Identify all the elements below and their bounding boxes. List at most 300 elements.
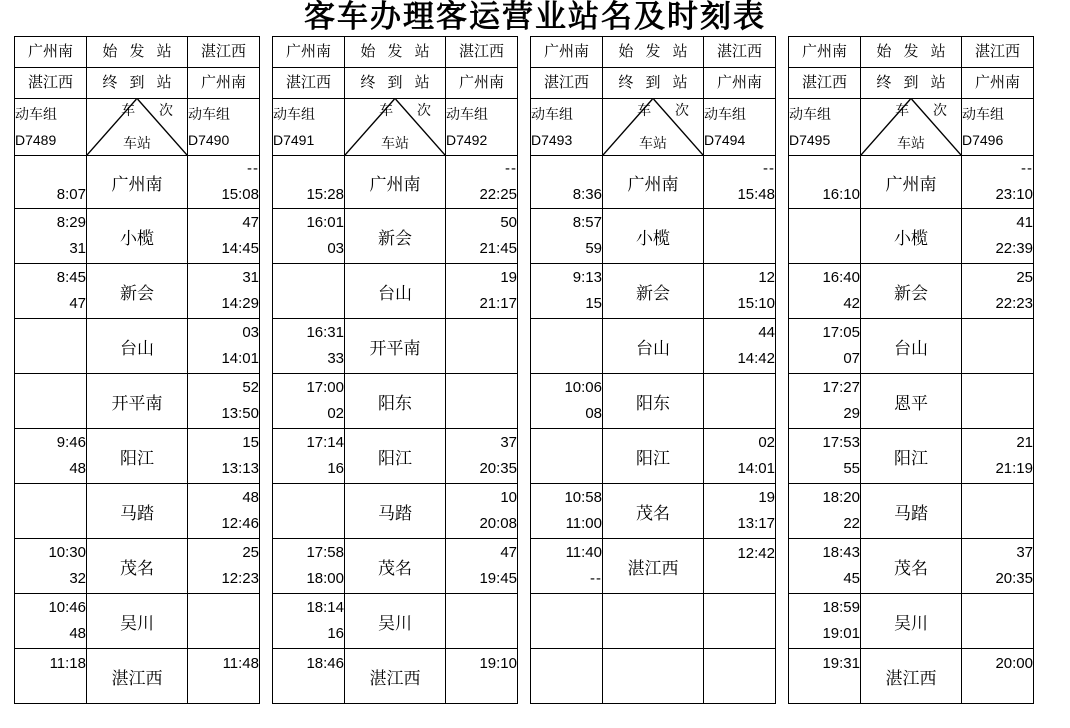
train-station-diagonal-header xyxy=(603,99,704,156)
header-row-train-no xyxy=(789,99,1034,156)
time-right-line2: 14:42 xyxy=(737,350,775,367)
station-name: 茂名 xyxy=(861,539,962,594)
train-left-header xyxy=(273,99,345,156)
table-row xyxy=(15,649,260,704)
train-station-diagonal-header xyxy=(345,99,446,156)
time-left-line1 xyxy=(15,321,86,346)
emu-label-right: 动车组 xyxy=(962,106,1004,122)
time-left-line2 xyxy=(273,291,344,316)
table-row xyxy=(273,374,518,429)
time-right-line2 xyxy=(446,621,517,646)
end-station-right: 广州南 xyxy=(704,68,776,99)
time-left xyxy=(15,429,87,484)
table-row xyxy=(789,649,1034,704)
station-name: 广州南 xyxy=(861,156,962,209)
time-left-line2: 59 xyxy=(585,240,602,257)
time-left-line1 xyxy=(273,157,344,182)
time-left xyxy=(531,649,603,704)
time-right-line1 xyxy=(446,596,517,621)
time-left xyxy=(15,264,87,319)
table-row xyxy=(15,319,260,374)
table-row xyxy=(531,264,776,319)
time-left xyxy=(531,484,603,539)
time-left xyxy=(15,319,87,374)
train-no-label: 车 次 xyxy=(379,102,441,118)
time-left-line1 xyxy=(15,486,86,511)
train-number-right: D7490 xyxy=(188,132,230,148)
train-left-header xyxy=(531,99,603,156)
end-station-label: 终 到 站 xyxy=(603,68,704,99)
time-right-line2: 14:01 xyxy=(737,460,775,477)
time-left xyxy=(273,319,345,374)
time-right xyxy=(446,319,518,374)
table-row xyxy=(273,264,518,319)
time-left xyxy=(789,484,861,539)
start-station-label: 始 发 站 xyxy=(345,37,446,68)
table-row xyxy=(273,484,518,539)
train-number-left: D7495 xyxy=(789,132,831,148)
time-right xyxy=(962,374,1034,429)
start-station-left: 广州南 xyxy=(15,37,87,68)
time-right-line2 xyxy=(188,677,259,702)
station-name: 新会 xyxy=(87,264,188,319)
time-right-line2: 19:45 xyxy=(479,570,517,587)
time-left-line2 xyxy=(15,401,86,426)
station-name: 阳江 xyxy=(603,429,704,484)
table-row xyxy=(789,319,1034,374)
time-left-line1 xyxy=(789,157,860,182)
time-right xyxy=(446,429,518,484)
table-row xyxy=(789,539,1034,594)
time-left-line2: 08 xyxy=(585,405,602,422)
time-right-line2: 23:10 xyxy=(995,186,1033,203)
time-right-line2: 20:35 xyxy=(479,460,517,477)
emu-label-right: 动车组 xyxy=(446,106,488,122)
time-right-line1: 44 xyxy=(758,324,775,341)
time-left xyxy=(789,429,861,484)
station-name: 吴川 xyxy=(861,594,962,649)
time-left xyxy=(273,649,345,704)
time-left-line2: -- xyxy=(590,570,602,587)
timetable-board xyxy=(272,36,518,704)
time-left-line1: 18:43 xyxy=(822,544,860,561)
table-row xyxy=(531,539,776,594)
time-left-line2: 19:01 xyxy=(822,625,860,642)
station-name: 阳江 xyxy=(345,429,446,484)
time-left-line1: 18:20 xyxy=(822,489,860,506)
emu-label-left: 动车组 xyxy=(789,106,831,122)
time-left-line1: 17:05 xyxy=(822,324,860,341)
time-left xyxy=(531,374,603,429)
header-row-train-no xyxy=(531,99,776,156)
station-name: 台山 xyxy=(861,319,962,374)
time-right-line1: 37 xyxy=(500,434,517,451)
time-right xyxy=(446,594,518,649)
time-right-line1: 25 xyxy=(1016,269,1033,286)
train-right-header xyxy=(704,99,776,156)
start-station-label: 始 发 站 xyxy=(603,37,704,68)
time-right-line1: 03 xyxy=(242,324,259,341)
time-right xyxy=(188,594,260,649)
time-right-line1: 37 xyxy=(1016,544,1033,561)
time-right-line1: 12:42 xyxy=(737,544,775,562)
table-row xyxy=(531,429,776,484)
train-station-diagonal-header xyxy=(87,99,188,156)
time-right-line2: 22:25 xyxy=(479,186,517,203)
table-row xyxy=(789,594,1034,649)
time-left-line1: 16:31 xyxy=(306,324,344,341)
table-row xyxy=(789,484,1034,539)
time-right-line1: 21 xyxy=(1016,434,1033,451)
time-right-line1: 12 xyxy=(758,269,775,286)
time-left-line2: 47 xyxy=(69,295,86,312)
time-left-line1: 9:46 xyxy=(56,434,86,451)
table-row xyxy=(15,429,260,484)
time-right xyxy=(704,319,776,374)
time-right xyxy=(704,594,776,649)
time-right-line1 xyxy=(962,596,1033,621)
time-right xyxy=(188,484,260,539)
station-name: 广州南 xyxy=(345,156,446,209)
station-name: 马踏 xyxy=(861,484,962,539)
train-left-header xyxy=(789,99,861,156)
time-right-line1: -- xyxy=(505,160,517,177)
time-left xyxy=(273,484,345,539)
time-right-line1 xyxy=(962,376,1033,401)
time-left-line1: 11:40 xyxy=(565,544,602,561)
time-left-line2 xyxy=(531,456,602,481)
table-row xyxy=(531,319,776,374)
header-row-end-station xyxy=(789,68,1034,99)
station-name: 湛江西 xyxy=(87,649,188,704)
time-left-line1: 8:29 xyxy=(56,214,86,231)
time-left xyxy=(15,209,87,264)
time-left xyxy=(15,156,87,209)
table-row xyxy=(15,594,260,649)
time-left-line1: 17:00 xyxy=(306,379,344,396)
time-right-line1: 11:48 xyxy=(222,654,259,672)
time-right-line2: 20:35 xyxy=(995,570,1033,587)
time-right-line2 xyxy=(962,346,1033,371)
time-right-line1 xyxy=(704,376,775,401)
time-right-line1 xyxy=(704,596,775,621)
table-row xyxy=(789,209,1034,264)
station-name: 阳江 xyxy=(861,429,962,484)
time-right-line1: -- xyxy=(247,160,259,177)
time-right-line2 xyxy=(188,621,259,646)
start-station-left: 广州南 xyxy=(789,37,861,68)
time-left-line1: 10:58 xyxy=(564,489,602,506)
time-left xyxy=(789,594,861,649)
time-left-line1: 17:58 xyxy=(306,544,344,561)
time-right xyxy=(704,264,776,319)
time-right-line2 xyxy=(962,401,1033,426)
time-right xyxy=(704,156,776,209)
time-left-line1 xyxy=(273,486,344,511)
time-left xyxy=(273,539,345,594)
time-left xyxy=(531,429,603,484)
header-row-start-station xyxy=(531,37,776,68)
station-name: 马踏 xyxy=(345,484,446,539)
station-name: 湛江西 xyxy=(345,649,446,704)
station-name xyxy=(603,594,704,649)
train-number-left: D7493 xyxy=(531,132,573,148)
time-right-line1 xyxy=(188,596,259,621)
table-row xyxy=(789,156,1034,209)
table-row xyxy=(15,484,260,539)
station-name: 茂名 xyxy=(345,539,446,594)
emu-label-left: 动车组 xyxy=(273,106,315,122)
time-right-line2 xyxy=(704,676,775,701)
time-right-line2: 15:48 xyxy=(737,186,775,203)
time-right-line2 xyxy=(446,346,517,371)
timetable-boards xyxy=(0,36,1070,704)
table-row xyxy=(15,264,260,319)
station-name: 广州南 xyxy=(87,156,188,209)
time-left xyxy=(531,264,603,319)
station-name: 吴川 xyxy=(87,594,188,649)
time-right xyxy=(188,319,260,374)
time-left-line2: 48 xyxy=(69,460,86,477)
timetable-board xyxy=(788,36,1034,704)
station-name: 吴川 xyxy=(345,594,446,649)
station-name: 台山 xyxy=(603,319,704,374)
time-right xyxy=(962,649,1034,704)
time-left-line2: 16:10 xyxy=(822,185,860,203)
train-no-label: 车 次 xyxy=(895,102,957,118)
time-left-line1: 10:46 xyxy=(48,599,86,616)
time-left-line2: 42 xyxy=(843,295,860,312)
table-row xyxy=(789,429,1034,484)
time-left-line2: 02 xyxy=(327,405,344,422)
timetable-board xyxy=(530,36,776,704)
time-left xyxy=(15,484,87,539)
time-right-line1 xyxy=(962,321,1033,346)
start-station-right: 湛江西 xyxy=(188,37,260,68)
time-right-line1: 47 xyxy=(500,544,517,561)
station-name: 开平南 xyxy=(87,374,188,429)
time-left-line1: 8:45 xyxy=(56,269,86,286)
table-row xyxy=(789,374,1034,429)
start-station-label: 始 发 站 xyxy=(87,37,188,68)
station-name: 广州南 xyxy=(603,156,704,209)
time-left-line2 xyxy=(531,676,602,701)
time-right xyxy=(188,209,260,264)
time-right-line1 xyxy=(704,651,775,676)
time-right xyxy=(704,209,776,264)
time-right-line2: 20:08 xyxy=(479,515,517,532)
time-left-line2: 15 xyxy=(585,295,602,312)
time-right-line1: 20:00 xyxy=(995,654,1033,672)
time-left-line2 xyxy=(789,677,860,702)
time-left-line1 xyxy=(531,321,602,346)
train-left-header xyxy=(15,99,87,156)
header-row-start-station xyxy=(789,37,1034,68)
station-name: 台山 xyxy=(345,264,446,319)
station-name: 新会 xyxy=(861,264,962,319)
time-right-line1: 19:10 xyxy=(479,654,517,672)
emu-label-left: 动车组 xyxy=(531,106,573,122)
time-right-line1: 48 xyxy=(242,489,259,506)
end-station-left: 湛江西 xyxy=(531,68,603,99)
station-name: 湛江西 xyxy=(603,539,704,594)
table-row xyxy=(273,156,518,209)
table-row xyxy=(531,594,776,649)
time-left-line2: 11:00 xyxy=(565,515,602,532)
time-left-line1: 17:14 xyxy=(306,434,344,451)
time-left-line1: 11:18 xyxy=(49,654,86,672)
time-right-line2: 15:08 xyxy=(221,186,259,203)
time-right xyxy=(188,539,260,594)
time-right-line1: 10 xyxy=(500,489,517,506)
time-right-line2 xyxy=(704,567,775,592)
end-station-label: 终 到 站 xyxy=(87,68,188,99)
table-row xyxy=(15,539,260,594)
time-left-line2: 15:28 xyxy=(306,185,344,203)
time-right-line1: 25 xyxy=(242,544,259,561)
time-right-line2: 21:17 xyxy=(479,295,517,312)
time-right-line1: 19 xyxy=(500,269,517,286)
time-left-line2: 31 xyxy=(69,240,86,257)
time-right xyxy=(962,156,1034,209)
time-left-line2 xyxy=(15,346,86,371)
time-left xyxy=(273,594,345,649)
time-right-line2: 15:10 xyxy=(737,295,775,312)
time-left xyxy=(273,156,345,209)
time-right-line2: 22:39 xyxy=(995,240,1033,257)
table-row xyxy=(531,484,776,539)
time-left-line1 xyxy=(15,376,86,401)
time-left xyxy=(531,156,603,209)
station-name: 小榄 xyxy=(861,209,962,264)
start-station-right: 湛江西 xyxy=(962,37,1034,68)
time-right-line2: 12:23 xyxy=(221,570,259,587)
time-right xyxy=(188,429,260,484)
time-left-line1: 18:14 xyxy=(306,599,344,616)
time-left xyxy=(15,539,87,594)
end-station-left: 湛江西 xyxy=(15,68,87,99)
time-right xyxy=(962,319,1034,374)
time-right-line2 xyxy=(446,677,517,702)
time-right xyxy=(188,649,260,704)
time-left xyxy=(789,319,861,374)
station-name: 茂名 xyxy=(87,539,188,594)
time-left-line1 xyxy=(531,596,602,621)
time-right xyxy=(962,539,1034,594)
time-left-line1 xyxy=(789,211,860,236)
table-row xyxy=(15,209,260,264)
time-right-line2 xyxy=(704,401,775,426)
time-left-line1: 18:59 xyxy=(822,599,860,616)
train-number-left: D7489 xyxy=(15,132,57,148)
train-right-header xyxy=(962,99,1034,156)
table-row xyxy=(531,209,776,264)
header-row-end-station xyxy=(273,68,518,99)
time-left-line2: 16 xyxy=(327,625,344,642)
time-right-line1: 31 xyxy=(242,269,259,286)
station-name: 湛江西 xyxy=(861,649,962,704)
time-right-line2 xyxy=(704,236,775,261)
time-left-line1: 10:30 xyxy=(48,544,86,561)
station-name: 阳东 xyxy=(603,374,704,429)
time-left xyxy=(789,156,861,209)
time-left-line2: 48 xyxy=(69,625,86,642)
time-right-line2: 14:45 xyxy=(221,240,259,257)
header-row-start-station xyxy=(273,37,518,68)
time-left xyxy=(15,649,87,704)
end-station-right: 广州南 xyxy=(962,68,1034,99)
station-name: 阳江 xyxy=(87,429,188,484)
time-right xyxy=(188,374,260,429)
time-right xyxy=(446,484,518,539)
time-left-line2 xyxy=(15,511,86,536)
time-right xyxy=(962,484,1034,539)
time-right-line1: 02 xyxy=(758,434,775,451)
time-left-line2: 32 xyxy=(69,570,86,587)
time-right-line2: 22:23 xyxy=(995,295,1033,312)
time-right-line2 xyxy=(704,621,775,646)
time-left-line2: 29 xyxy=(843,405,860,422)
station-label: 车站 xyxy=(639,135,667,151)
time-right xyxy=(704,429,776,484)
end-station-right: 广州南 xyxy=(188,68,260,99)
time-right-line2: 13:17 xyxy=(737,515,775,532)
station-name: 阳东 xyxy=(345,374,446,429)
start-station-right: 湛江西 xyxy=(446,37,518,68)
time-right-line1 xyxy=(704,211,775,236)
time-left xyxy=(273,264,345,319)
time-left-line1: 16:40 xyxy=(822,269,860,286)
time-right xyxy=(962,264,1034,319)
time-right-line2 xyxy=(446,401,517,426)
station-name: 马踏 xyxy=(87,484,188,539)
time-left-line2: 45 xyxy=(843,570,860,587)
table-row xyxy=(273,649,518,704)
time-right-line2: 13:13 xyxy=(221,460,259,477)
time-right-line2 xyxy=(962,677,1033,702)
time-left-line1: 10:06 xyxy=(564,379,602,396)
time-right-line1: -- xyxy=(1021,160,1033,177)
time-left xyxy=(15,374,87,429)
time-right-line1: 50 xyxy=(500,214,517,231)
time-left-line1 xyxy=(531,431,602,456)
time-left xyxy=(789,539,861,594)
time-right xyxy=(704,484,776,539)
table-row xyxy=(789,264,1034,319)
station-label: 车站 xyxy=(897,135,925,151)
time-right-line2: 21:19 xyxy=(995,460,1033,477)
train-right-header xyxy=(446,99,518,156)
table-row xyxy=(531,374,776,429)
time-left-line1 xyxy=(531,157,602,182)
table-row xyxy=(273,539,518,594)
time-right-line2: 13:50 xyxy=(221,405,259,422)
timetable-board xyxy=(14,36,260,704)
start-station-left: 广州南 xyxy=(273,37,345,68)
train-no-label: 车 次 xyxy=(637,102,699,118)
time-left-line2: 07 xyxy=(843,350,860,367)
table-row xyxy=(531,649,776,704)
train-number-right: D7494 xyxy=(704,132,746,148)
header-row-start-station xyxy=(15,37,260,68)
time-left xyxy=(789,374,861,429)
time-right-line1: 41 xyxy=(1016,214,1033,231)
end-station-right: 广州南 xyxy=(446,68,518,99)
station-name: 新会 xyxy=(603,264,704,319)
station-name: 恩平 xyxy=(861,374,962,429)
time-left-line2: 33 xyxy=(327,350,344,367)
time-left-line2 xyxy=(531,346,602,371)
